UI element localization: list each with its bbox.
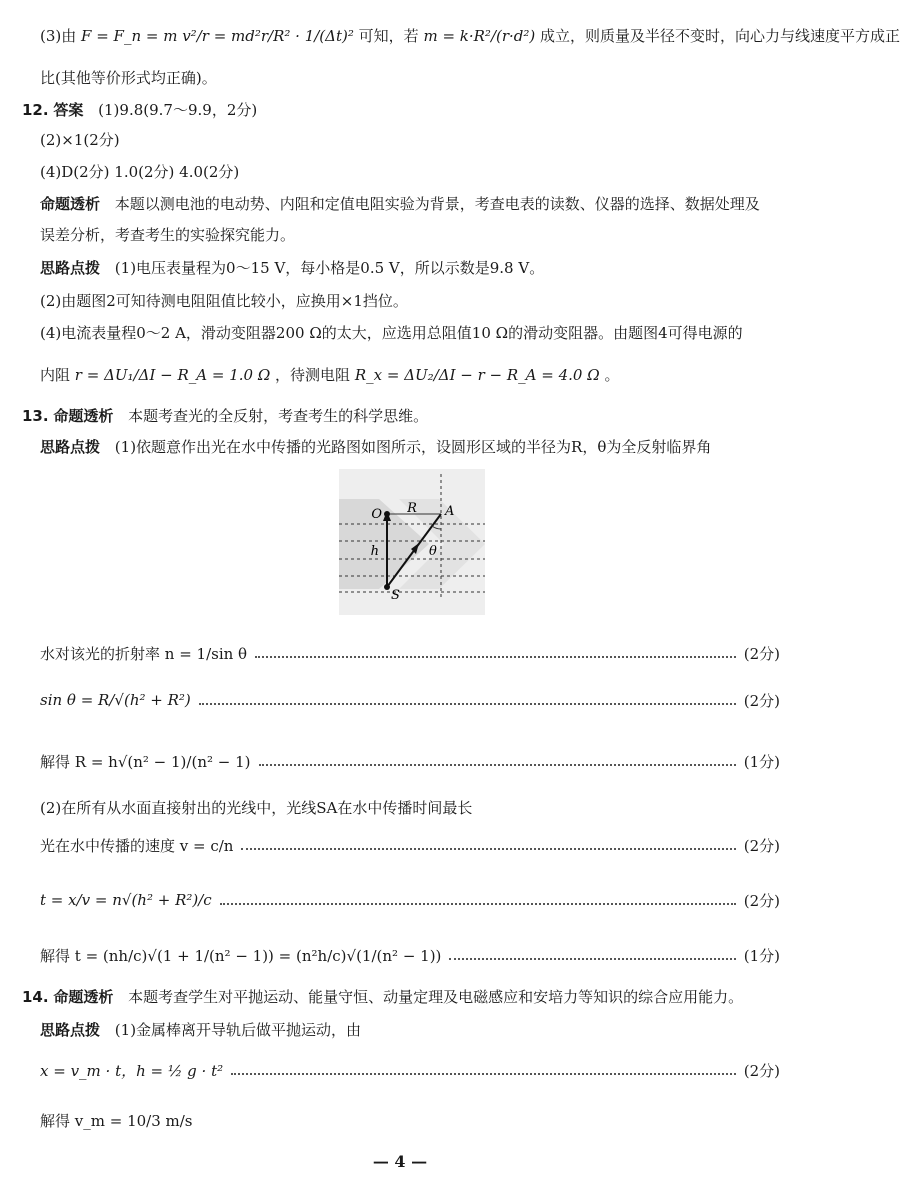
q12-hint4-formula-b: R_x = ΔU₂/ΔI − r − R_A = 4.0 Ω bbox=[354, 366, 600, 384]
q13-analysis-text: 本题考查光的全反射，考查考生的科学思维。 bbox=[128, 407, 429, 425]
q13-eq4-text: 光在水中传播的速度 v = c/n bbox=[40, 836, 234, 855]
q11-formula: F = F_n = m v²/r = md²r/R² · 1/(Δt)² bbox=[81, 27, 354, 45]
q12-analysis-label: 命题透析 bbox=[40, 195, 101, 213]
q13-eq5-points: (2分) bbox=[743, 891, 780, 910]
q11-cont: 比(其他等价形式均正确)。 bbox=[40, 69, 217, 87]
q14-eq2-text: 解得 v_m = 10/3 m/s bbox=[40, 1111, 193, 1130]
label-s: S bbox=[391, 588, 400, 603]
q14-analysis bbox=[22, 987, 743, 1007]
q14-eq1-text: x = v_m · t，h = ½ g · t² bbox=[40, 1061, 224, 1080]
q12-answer-1: (1)9.8(9.7～9.9，2分) bbox=[98, 101, 258, 119]
q13-eq6-text: 解得 t = (nh/c)√(1 + 1/(n² − 1)) = (n²h/c)√(1/(n² − 1)) bbox=[40, 946, 442, 965]
point-s bbox=[384, 584, 390, 590]
q12-analysis-text: 本题以测电池的电动势、内阻和定值电阻实验为背景，考查电表的读数、仪器的选择、数据处理及 bbox=[114, 195, 760, 213]
q12-answer-2: (2)×1(2分) bbox=[40, 131, 120, 149]
q12-answer-label: 答案 bbox=[53, 101, 84, 119]
q12-hint-1 bbox=[40, 258, 544, 278]
q14-analysis-label: 命题透析 bbox=[53, 988, 114, 1006]
q12-hint4-end: 。 bbox=[604, 366, 620, 384]
q13-hint-label: 思路点拨 bbox=[40, 438, 101, 456]
q13-eq3-text: 解得 R = h√(n² − 1)/(n² − 1) bbox=[40, 752, 251, 771]
q12-hint4-a: 内阻 bbox=[40, 366, 71, 384]
q11-mid: 可知，若 bbox=[358, 27, 419, 45]
q12-hint-4: (4)电流表量程0～2 A，滑动变阻器200 Ω的太大，应选用总阻值10 Ω的滑动变阻器。由题图4可得电源的 bbox=[40, 324, 743, 342]
q14-hint-1-text: (1)金属棒离开导轨后做平抛运动，由 bbox=[114, 1021, 362, 1039]
q11-formula2: m = k·R²/(r·d²) bbox=[423, 27, 536, 45]
q14-number: 14. bbox=[22, 988, 49, 1006]
q13-eq5 bbox=[40, 880, 780, 920]
page-number: — 4 — bbox=[372, 1152, 428, 1171]
q14-eq2 bbox=[40, 1100, 780, 1140]
q13-eq5-text: t = x/v = n√(h² + R²)/c bbox=[40, 891, 212, 909]
q14-hint-1 bbox=[40, 1020, 361, 1040]
q13-part2: (2)在所有从水面直接射出的光线中，光线SA在水中传播时间最长 bbox=[40, 799, 473, 817]
leader-dots bbox=[220, 903, 736, 905]
label-h: h bbox=[370, 544, 379, 559]
q14-eq1 bbox=[40, 1050, 780, 1090]
point-o bbox=[384, 511, 390, 517]
label-o: O bbox=[371, 507, 382, 522]
label-r: R bbox=[407, 501, 417, 516]
q14-hint-label: 思路点拨 bbox=[40, 1021, 101, 1039]
q12-number: 12. bbox=[22, 101, 49, 119]
q12-answer-3: (4)D(2分) 1.0(2分) 4.0(2分) bbox=[40, 163, 240, 181]
label-theta: θ bbox=[429, 544, 437, 559]
q14-analysis-text: 本题考查学生对平抛运动、能量守恒、动量定理及电磁感应和安培力等知识的综合应用能力。 bbox=[128, 988, 744, 1006]
light-path-diagram bbox=[339, 469, 485, 615]
leader-dots bbox=[199, 703, 736, 705]
q13-eq4-points: (2分) bbox=[743, 836, 780, 855]
q13-eq3-points: (1分) bbox=[743, 752, 780, 771]
q12-hint-4-cont bbox=[40, 365, 619, 385]
label-a: A bbox=[445, 504, 455, 519]
leader-dots bbox=[241, 848, 735, 850]
q12-hint4-b: ，待测电阻 bbox=[275, 366, 351, 384]
q11-prefix: (3)由 bbox=[40, 27, 77, 45]
q13-hint-1 bbox=[40, 437, 711, 457]
q13-eq1-points: (2分) bbox=[743, 644, 780, 663]
q13-eq2-text: sin θ = R/√(h² + R²) bbox=[40, 691, 191, 709]
q13-eq4 bbox=[40, 825, 780, 865]
q14-eq1-points: (2分) bbox=[743, 1061, 780, 1080]
q13-hint-1-text: (1)依题意作出光在水中传播的光路图如图所示，设圆形区域的半径为R，θ为全反射临界角 bbox=[114, 438, 712, 456]
q12-analysis-cont: 误差分析，考查考生的实验探究能力。 bbox=[40, 226, 296, 244]
q13-eq6 bbox=[40, 935, 780, 975]
leader-dots bbox=[255, 656, 736, 658]
leader-dots bbox=[231, 1073, 736, 1075]
q13-eq6-points: (1分) bbox=[743, 946, 780, 965]
q13-analysis bbox=[22, 406, 428, 426]
q12-answer-line bbox=[22, 100, 257, 120]
q12-analysis bbox=[40, 194, 760, 214]
leader-dots bbox=[449, 958, 735, 960]
q12-hint-2: (2)由题图2可知待测电阻阻值比较小，应换用×1挡位。 bbox=[40, 292, 408, 310]
q13-number: 13. bbox=[22, 407, 49, 425]
q11-part3-line bbox=[40, 26, 900, 46]
q13-eq3 bbox=[40, 741, 780, 781]
q12-hint4-formula-a: r = ΔU₁/ΔI − R_A = 1.0 Ω bbox=[74, 366, 271, 384]
q13-eq2 bbox=[40, 680, 780, 720]
q12-hint-label: 思路点拨 bbox=[40, 259, 101, 277]
q12-hint-1-text: (1)电压表量程为0～15 V，每小格是0.5 V，所以示数是9.8 V。 bbox=[114, 259, 545, 277]
q13-eq2-points: (2分) bbox=[743, 691, 780, 710]
q11-suffix: 成立，则质量及半径不变时，向心力与线速度平方成正 bbox=[540, 27, 900, 45]
q13-eq1-text: 水对该光的折射率 n = 1/sin θ bbox=[40, 644, 248, 663]
q13-analysis-label: 命题透析 bbox=[53, 407, 114, 425]
leader-dots bbox=[259, 764, 736, 766]
q13-eq1 bbox=[40, 633, 780, 673]
